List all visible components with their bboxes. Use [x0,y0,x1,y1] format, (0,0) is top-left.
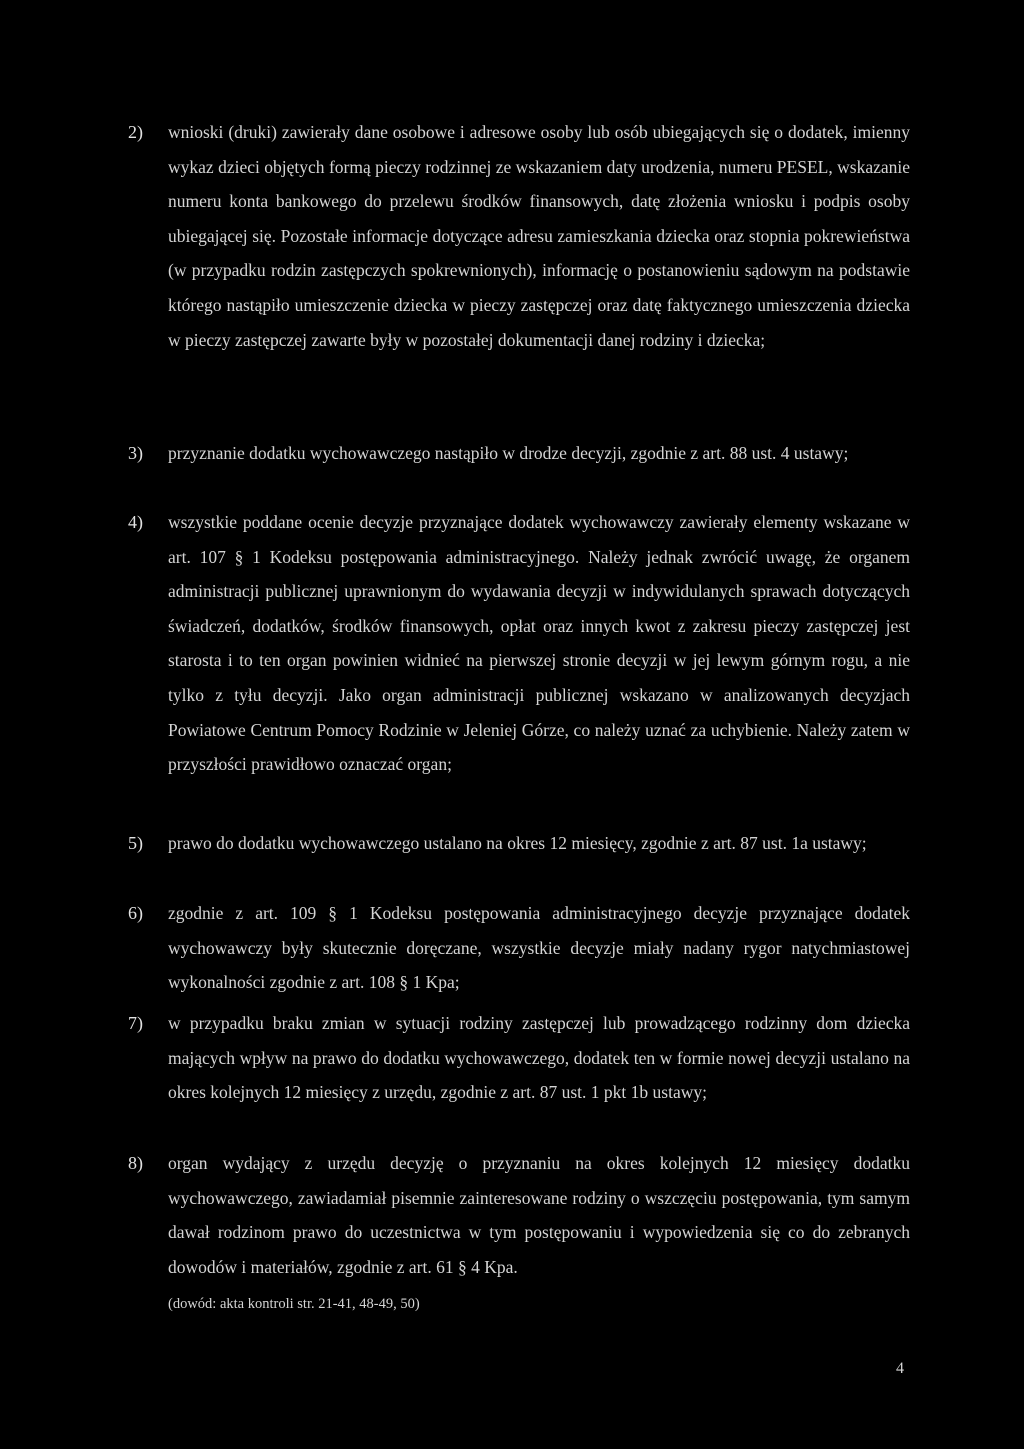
list-item-text: organ wydający z urzędu decyzję o przyznaniu na okres kolejnych 12 miesięcy dodatku wychowawczego, zawiadamiał pisemnie zainteresowane rodziny o wszczęciu postępowania, tym samym dawał rodzinom prawo do uczestnictwa w tym postępowaniu i wypowiedzenia się co do zebranych dowodów i materiałów, zgodnie z art. 61 § 4 Kpa. [168,1153,910,1277]
list-item-7 [128,1006,910,1110]
list-item-5 [128,826,910,861]
list-item-text: wszystkie poddane ocenie decyzje przyznające dodatek wychowawczy zawierały elementy wskazane w art. 107 § 1 Kodeksu postępowania administracyjnego. Należy jednak zwrócić uwagę, że organem administracji publicznej uprawnionym do wydawania decyzji w indywidulanych sprawach dotyczących świadczeń, dodatków, środków finansowych, opłat oraz innych kwot z zakresu pieczy zastępczej jest starosta i to ten organ powinien widnieć na pierwszej stronie decyzji w jej lewym górnym rogu, a nie tylko z tyłu decyzji. Jako organ administracji publicznej wskazano w analizowanych decyzjach Powiatowe Centrum Pomocy Rodzinie w Jeleniej Górze, co należy uznać za uchybienie. Należy zatem w przyszłości prawidłowo oznaczać organ; [168,512,910,775]
list-item-text: przyznanie dodatku wychowawczego nastąpiło w drodze decyzji, zgodnie z art. 88 ust. 4 ustawy; [168,443,849,463]
list-item-text: wnioski (druki) zawierały dane osobowe i adresowe osoby lub osób ubiegających się o dodatek, imienny wykaz dzieci objętych formą pieczy rodzinnej ze wskazaniem daty urodzenia, numeru PESEL, wskazanie numeru konta bankowego do przelewu środków finansowych, datę złożenia wniosku i podpis osoby ubiegającej się. Pozostałe informacje dotyczące adresu zamieszkania dziecka oraz stopnia pokrewieństwa (w przypadku rodzin zastępczych spokrewnionych), informację o postanowieniu sądowym na podstawie którego nastąpiło umieszczenie dziecka w pieczy zastępczej oraz datę faktycznego umieszczenia dziecka w pieczy zastępczej zawarte były w pozostałej dokumentacji danej rodziny i dziecka; [168,122,910,350]
page-number: 4 [896,1360,904,1377]
list-item-number: 5) [128,833,143,853]
list-item-6 [128,896,910,1000]
list-item-text: zgodnie z art. 109 § 1 Kodeksu postępowania administracyjnego decyzje przyznające dodatek wychowawczy były skutecznie doręczane, wszystkie decyzje miały nadany rygor natychmiastowej wykonalności zgodnie z art. 108 § 1 Kpa; [168,903,910,993]
list-item-3 [128,436,910,471]
list-item-number: 7) [128,1013,143,1033]
list-item-number: 8) [128,1153,143,1173]
list-item-8 [128,1146,910,1284]
list-item-number: 2) [128,122,143,142]
list-item-number: 4) [128,512,143,532]
evidence-note: (dowód: akta kontroli str. 21-41, 48-49, 50) [168,1296,420,1312]
list-item-number: 6) [128,903,143,923]
list-item-4 [128,505,910,782]
list-item-2 [128,115,910,357]
list-item-number: 3) [128,443,143,463]
list-item-text: w przypadku braku zmian w sytuacji rodziny zastępczej lub prowadzącego rodzinny dom dziecka mających wpływ na prawo do dodatku wychowawczego, dodatek ten w formie nowej decyzji ustalano na okres kolejnych 12 miesięcy z urzędu, zgodnie z art. 87 ust. 1 pkt 1b ustawy; [168,1013,910,1103]
list-item-text: prawo do dodatku wychowawczego ustalano na okres 12 miesięcy, zgodnie z art. 87 ust. 1a ustawy; [168,833,867,853]
